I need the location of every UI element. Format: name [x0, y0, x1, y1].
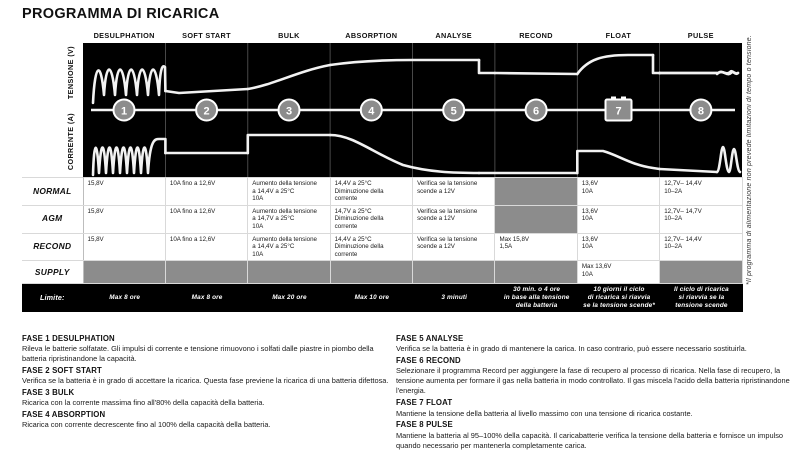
limite-cell	[495, 284, 577, 312]
phase-description-body: Selezionare il programma Record per aggiungere la fase di recupero al processo di ricarica. Nella fase di recupero, la tensione aumenta per formare il gas nella batteria in modo controllato. Il gas miscela l'acido della batteria ripristinandone l'energia.	[396, 365, 790, 396]
cell-line: 10–2A	[664, 187, 683, 195]
cell-line: 12,7V– 14,4V	[664, 180, 702, 187]
cell-line: 10A fino a 12,6V	[169, 180, 216, 187]
svg-text:3: 3	[285, 105, 293, 118]
cell-line: Max 10 ore	[354, 293, 390, 301]
table-cell	[330, 233, 412, 261]
phase-marker-3	[279, 100, 300, 121]
table-cell	[660, 233, 742, 261]
limite-cell	[660, 284, 742, 312]
svg-text:6: 6	[533, 105, 540, 118]
cell-line: 12,7V– 14,4V	[664, 235, 702, 243]
table-row	[22, 178, 742, 206]
cell-line: 15,8V	[87, 235, 104, 243]
cell-line: Max 15,8V	[499, 235, 530, 243]
table-cell	[83, 178, 165, 206]
cell-line: Aumento della tensione	[252, 207, 317, 215]
table-cell	[83, 233, 165, 261]
cell-line: Aumento della tensione	[252, 180, 317, 187]
phase-description-heading: FASE 2 SOFT START	[22, 365, 102, 375]
table-row	[22, 205, 742, 233]
svg-text:5: 5	[450, 105, 457, 118]
cell-line: 15,8V	[87, 207, 104, 215]
chart-area	[22, 43, 742, 177]
table-cell	[165, 205, 247, 233]
cell-line: Max 8 ore	[191, 293, 223, 301]
cell-line: 10–2A	[664, 243, 683, 251]
phase-description-heading: FASE 5 ANALYSE	[396, 333, 464, 343]
table-cell	[248, 205, 330, 233]
row-header-normal: NORMAL	[22, 178, 83, 206]
table-cell	[413, 233, 495, 261]
cell-line: a 14,7V a 25°C	[252, 215, 295, 223]
table-cell	[83, 205, 165, 233]
limite-cell	[577, 284, 659, 312]
phase-header-desulphation: DESULPHATION	[93, 31, 155, 40]
table-cell	[577, 261, 659, 284]
cell-line: 13,6V	[581, 207, 599, 215]
phase-description-heading: FASE 4 ABSORPTION	[22, 410, 106, 420]
phase-description-heading: FASE 6 RECOND	[396, 355, 461, 365]
table-cell	[165, 178, 247, 206]
phase-header-analyse: ANALYSE	[435, 31, 473, 40]
table-cell	[330, 178, 412, 206]
page-title: PROGRAMMA DI RICARICA	[22, 6, 220, 22]
cell-line: Max 13,6V	[581, 263, 612, 271]
phase-header-row	[83, 30, 742, 43]
phase-description-body: Verifica se la batteria è in grado di accettare la ricarica. Questa fase previene la ricarica di una batteria difettosa.	[22, 376, 389, 386]
phase-marker-8	[690, 100, 711, 121]
current-curve	[93, 135, 740, 175]
table-cell	[577, 205, 659, 233]
table-cell	[660, 178, 742, 206]
cell-line: 10A	[581, 270, 593, 278]
cell-line: 10A	[252, 195, 264, 203]
cell-line: 14,4V a 25°C	[334, 235, 372, 243]
limite-cell	[330, 284, 412, 312]
descriptions-right-column	[396, 332, 792, 451]
cell-line: Diminuzione della	[334, 215, 384, 223]
footnote-power-supply: *Il programma di alimentazione non prevede limitazioni di tempo o tensione.	[746, 35, 753, 286]
table-cell	[495, 261, 577, 284]
cell-line: 1,5A	[499, 243, 513, 251]
cell-line: 14,7V a 25°C	[334, 207, 372, 215]
phase-description-body: Verifica se la batteria è in grado di mantenere la carica. In caso contrario, può essere necessario sostituirla.	[396, 343, 747, 353]
cell-line: a 14,4V a 25°C	[252, 187, 295, 195]
cell-line: Verifica se la tensione	[417, 180, 478, 187]
table-cell	[165, 261, 247, 284]
cell-line: se la tensione scende*	[583, 301, 655, 309]
table-cell	[330, 261, 412, 284]
svg-text:7: 7	[615, 105, 622, 118]
cell-line: 10 giorni il ciclo	[593, 286, 645, 294]
cell-line: 3 minuti	[441, 293, 468, 301]
phase-header-float: FLOAT	[605, 31, 632, 40]
cell-line: 10A fino a 12,6V	[169, 235, 216, 243]
cell-line: 10A	[252, 250, 264, 258]
battery-icon	[606, 97, 632, 121]
cell-line: corrente	[334, 195, 358, 203]
table-cell	[248, 233, 330, 261]
phase-description-heading: FASE 7 FLOAT	[396, 398, 453, 408]
table-cell	[495, 233, 577, 261]
cell-line: Diminuzione della	[334, 187, 384, 195]
table-cell	[660, 261, 742, 284]
cell-line: 15,8V	[87, 180, 104, 187]
cell-line: 13,6V	[581, 180, 599, 187]
phase-header-soft start: SOFT START	[182, 31, 231, 40]
svg-text:1: 1	[120, 105, 128, 118]
svg-text:2: 2	[203, 105, 210, 118]
table-cell	[83, 261, 165, 284]
phase-marker-4	[361, 100, 382, 121]
table-cell	[495, 178, 577, 206]
cell-line: Diminuzione della	[334, 243, 384, 251]
cell-line: 14,4V a 25°C	[334, 180, 372, 187]
limite-cell	[165, 284, 247, 312]
cell-line: Il ciclo di ricarica	[673, 286, 729, 294]
limite-cell	[413, 284, 495, 312]
svg-text:4: 4	[368, 105, 375, 118]
row-header-agm: AGM	[22, 205, 83, 233]
cell-line: 10A	[581, 215, 593, 223]
phase-header-bulk: BULK	[278, 31, 300, 40]
cell-line: scende a 12V	[417, 187, 455, 195]
phase-description-body: Ricarica con corrente decrescente fino al 100% della capacità della batteria.	[22, 420, 271, 430]
cell-line: Max 8 ore	[109, 293, 141, 301]
phase-header-recond: RECOND	[519, 31, 553, 40]
cell-line: corrente	[334, 250, 358, 258]
table-row	[22, 233, 742, 261]
cell-line: 10A	[581, 187, 593, 195]
table-cell	[577, 178, 659, 206]
program-table	[22, 177, 743, 312]
cell-line: scende a 12V	[417, 243, 455, 251]
phase-marker-2	[196, 100, 217, 121]
cell-line: 13,6V	[581, 235, 599, 243]
cell-line: 30 min. o 4 ore	[513, 286, 561, 294]
table-cell	[413, 205, 495, 233]
cell-line: scende a 12V	[417, 215, 455, 223]
phase-marker-1	[114, 100, 135, 121]
cell-line: 10A	[581, 243, 593, 251]
voltage-pulse-ripple	[717, 71, 738, 74]
table-cell	[248, 261, 330, 284]
phase-description-body: Mantiene la tensione della batteria al livello massimo con una tensione di ricarica costante.	[396, 408, 693, 418]
descriptions-left-column	[22, 332, 394, 431]
table-cell	[248, 178, 330, 206]
cell-line: 10A	[252, 222, 264, 230]
phase-description-body: Rileva le batterie solfatate. Gli impulsi di corrente e tensione rimuovono i solfati dalle piastre in piombo della batteria ripristinandone la capacità.	[22, 343, 374, 364]
phase-description-body: Ricarica con la corrente massima fino all'80% della capacità della batteria.	[22, 398, 265, 408]
cell-line: Max 20 ore	[272, 293, 307, 301]
table-row-limite	[22, 284, 742, 312]
cell-line: della batteria	[515, 301, 558, 309]
table-row	[22, 261, 742, 284]
phase-marker-6	[526, 100, 547, 121]
cell-line: si riavvia se la	[678, 293, 725, 301]
axis-label-voltage: TENSIONE (V)	[66, 46, 75, 100]
table-cell	[165, 233, 247, 261]
row-header-supply: SUPPLY	[22, 261, 83, 284]
cell-line: 10A fino a 12,6V	[169, 207, 216, 215]
chart-axis-labels	[22, 43, 83, 177]
cell-line: in base alla tensione	[503, 293, 570, 301]
cell-line: tensione scende	[675, 301, 728, 309]
chart-plot	[83, 43, 742, 177]
phase-header-pulse: PULSE	[687, 31, 714, 40]
svg-text:8: 8	[697, 105, 704, 118]
cell-line: corrente	[334, 222, 358, 230]
limite-cell	[248, 284, 330, 312]
chart-svg	[83, 43, 742, 177]
row-header-recond: RECOND	[22, 233, 83, 261]
table-cell	[495, 205, 577, 233]
limite-cell	[83, 284, 165, 312]
phase-header-absorption: ABSORPTION	[345, 31, 398, 40]
cell-line: a 14,4V a 25°C	[252, 243, 295, 251]
cell-line: 12,7V– 14,7V	[664, 207, 702, 215]
phase-description-heading: FASE 3 BULK	[22, 387, 75, 397]
axis-label-current: CORRENTE (A)	[66, 113, 75, 171]
table-cell	[577, 233, 659, 261]
table-cell	[413, 178, 495, 206]
cell-line: Verifica se la tensione	[417, 235, 478, 243]
cell-line: Verifica se la tensione	[417, 207, 478, 215]
phase-description-heading: FASE 8 PULSE	[396, 420, 453, 430]
row-header-limite: Limite:	[22, 284, 83, 312]
phase-description-body: Mantiene la batteria al 95–100% della capacità. Il caricabatterie verifica la tensione della batteria e fornisce un impulso quando necessario per mantenerla completamente carica.	[396, 430, 784, 450]
cell-line: 10–2A	[664, 215, 683, 223]
cell-line: Aumento della tensione	[252, 235, 317, 243]
cell-line: di ricarica si riavvia	[587, 293, 651, 301]
phase-description-heading: FASE 1 DESULPHATION	[22, 333, 115, 343]
voltage-curve	[93, 55, 738, 103]
table-cell	[660, 205, 742, 233]
table-cell	[330, 205, 412, 233]
table-cell	[413, 261, 495, 284]
phase-marker-5	[443, 100, 464, 121]
